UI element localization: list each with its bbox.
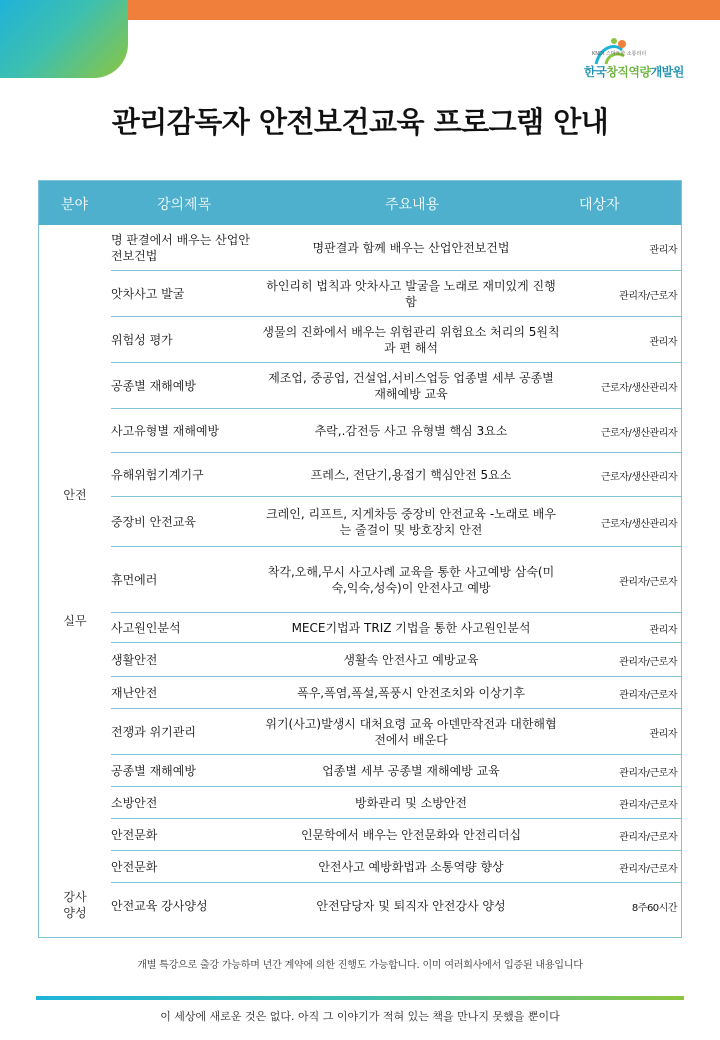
row-target: 관리자/근로자: [619, 767, 677, 779]
row-lecture-title: 휴먼에러: [111, 573, 158, 587]
row-content: 하인리히 법칙과 앗차사고 발굴을 노래로 재미있게 진행함: [266, 279, 556, 309]
row-target: 8주60시간: [631, 902, 677, 914]
table-row: [39, 709, 681, 755]
table-row: [39, 497, 681, 547]
row-content: 생물의 진화에서 배우는 위험관리 위험요소 처리의 5원칙과 편 해석: [262, 325, 560, 355]
row-content: 생활속 안전사고 예방교육: [343, 653, 479, 667]
table-row: [39, 883, 681, 929]
page-title: 관리감독자 안전보건교육 프로그램 안내: [111, 105, 609, 139]
row-lecture-title: 앗차사고 발굴: [111, 287, 185, 301]
row-content: 안전담당자 및 퇴직자 안전강사 양성: [316, 899, 506, 913]
row-content: 인문학에서 배우는 안전문화와 안전리더십: [300, 828, 522, 842]
row-lecture-title: 공종별 재해예방: [111, 379, 196, 393]
table-row: [39, 363, 681, 409]
row-target: 근로자/생산관리자: [600, 427, 677, 439]
header-target: 대상자: [579, 197, 620, 213]
category-instructor: 강사 양성: [63, 890, 87, 920]
footnote: 개별 특강으로 출강 가능하며 년간 계약에 의한 진행도 가능합니다. 이미 여러회사에서 입증된 내용입니다: [137, 960, 583, 971]
program-table: [38, 180, 682, 938]
table-row: [39, 409, 681, 453]
row-content: 추락,.감전등 사고 유형별 핵심 3요소: [314, 424, 508, 438]
row-lecture-title: 안전교육 강사양성: [111, 899, 208, 913]
row-content: MECE기법과 TRIZ 기법을 통한 사고원인분석: [291, 621, 531, 635]
row-lecture-title: 전쟁과 위기관리: [111, 725, 196, 739]
table-row: [39, 819, 681, 851]
header-content: 주요내용: [385, 197, 440, 213]
row-target: 관리자: [649, 728, 677, 740]
row-target: 관리자/근로자: [619, 576, 677, 588]
category-safety: 안전: [63, 488, 87, 502]
row-target: 근로자/생산관리자: [600, 518, 677, 530]
closing-quote: 이 세상에 새로운 것은 없다. 아직 그 이야기가 적혀 있는 책을 만나지 못했을 뿐이다: [160, 1010, 560, 1023]
row-lecture-title: 안전문화: [111, 860, 158, 874]
row-target: 관리자/근로자: [619, 656, 677, 668]
header-lecture: 강의제목: [157, 197, 212, 213]
row-lecture-title: 안전문화: [111, 828, 158, 842]
table-row: [39, 643, 681, 677]
row-target: 근로자/생산관리자: [600, 471, 677, 483]
row-content: 안전사고 예방화법과 소통역량 향상: [318, 860, 504, 874]
header-category: 분야: [61, 197, 89, 213]
table-row: [39, 677, 681, 709]
row-lecture-title: 유해위험기계기구: [111, 468, 204, 482]
row-lecture-title: 사고유형별 재해예방: [111, 424, 220, 438]
corner-decoration: [0, 0, 128, 78]
table-row: [39, 787, 681, 819]
brand-tagline: KNDI 스마트한 소통리더: [592, 51, 647, 57]
row-lecture-title: 소방안전: [111, 796, 158, 810]
row-lecture-title: 중장비 안전교육: [111, 515, 196, 529]
brand-name: 한국창직역량개발원: [584, 65, 684, 79]
table-row: [39, 547, 681, 613]
table-header: [39, 181, 681, 225]
row-content: 방화관리 및 소방안전: [355, 796, 467, 810]
row-lecture-title: 생활안전: [111, 653, 158, 667]
row-target: 관리자: [649, 244, 677, 256]
row-target: 관리자: [649, 624, 677, 636]
row-content: 폭우,폭염,폭설,폭풍시 안전조치와 이상기후: [297, 686, 525, 700]
table-row: [39, 453, 681, 497]
row-content: 크레인, 리프트, 지게차등 중장비 안전교육 -노래로 배우는 줄걸이 및 방호장치 안전: [266, 507, 556, 537]
row-lecture-title: 공종별 재해예방: [111, 764, 196, 778]
table-row: [39, 613, 681, 643]
row-lecture-title: 위험성 평가: [111, 333, 173, 347]
row-target: 관리자/근로자: [619, 863, 677, 875]
row-lecture-title: 재난안전: [111, 686, 158, 700]
row-target: 관리자: [649, 336, 677, 348]
top-accent-bar: [110, 0, 720, 20]
category-practice: 실무: [63, 614, 87, 628]
row-lecture-title: 명 판결에서 배우는 산업안전보건법: [111, 233, 250, 263]
row-target: 관리자/근로자: [619, 689, 677, 701]
table-row: [39, 271, 681, 317]
row-target: 관리자/근로자: [619, 799, 677, 811]
table-row: [39, 851, 681, 883]
row-content: 명판결과 함께 배우는 산업안전보건법: [312, 241, 510, 255]
row-target: 관리자/근로자: [619, 290, 677, 302]
table-row: [39, 755, 681, 787]
row-content: 제조업, 중공업, 건설업,서비스업등 업종별 세부 공종별 재해예방 교육: [268, 371, 554, 401]
row-content: 프레스, 전단기,용접기 핵심안전 5요소: [310, 468, 512, 482]
row-lecture-title: 사고원인분석: [111, 621, 181, 635]
table-row: [39, 317, 681, 363]
row-content: 위기(사고)발생시 대처요령 교육 아덴만작전과 대한해협전에서 배운다: [265, 717, 557, 747]
table-row: [39, 225, 681, 271]
row-target: 근로자/생산관리자: [600, 382, 677, 394]
row-target: 관리자/근로자: [619, 831, 677, 843]
row-content: 업종별 세부 공종별 재해예방 교육: [322, 764, 500, 778]
row-content: 착각,오해,무시 사고사례 교육을 통한 사고예방 삼숙(미숙,익숙,성숙)이 안전사고 예방: [267, 565, 555, 595]
bottom-divider: [36, 996, 684, 1000]
